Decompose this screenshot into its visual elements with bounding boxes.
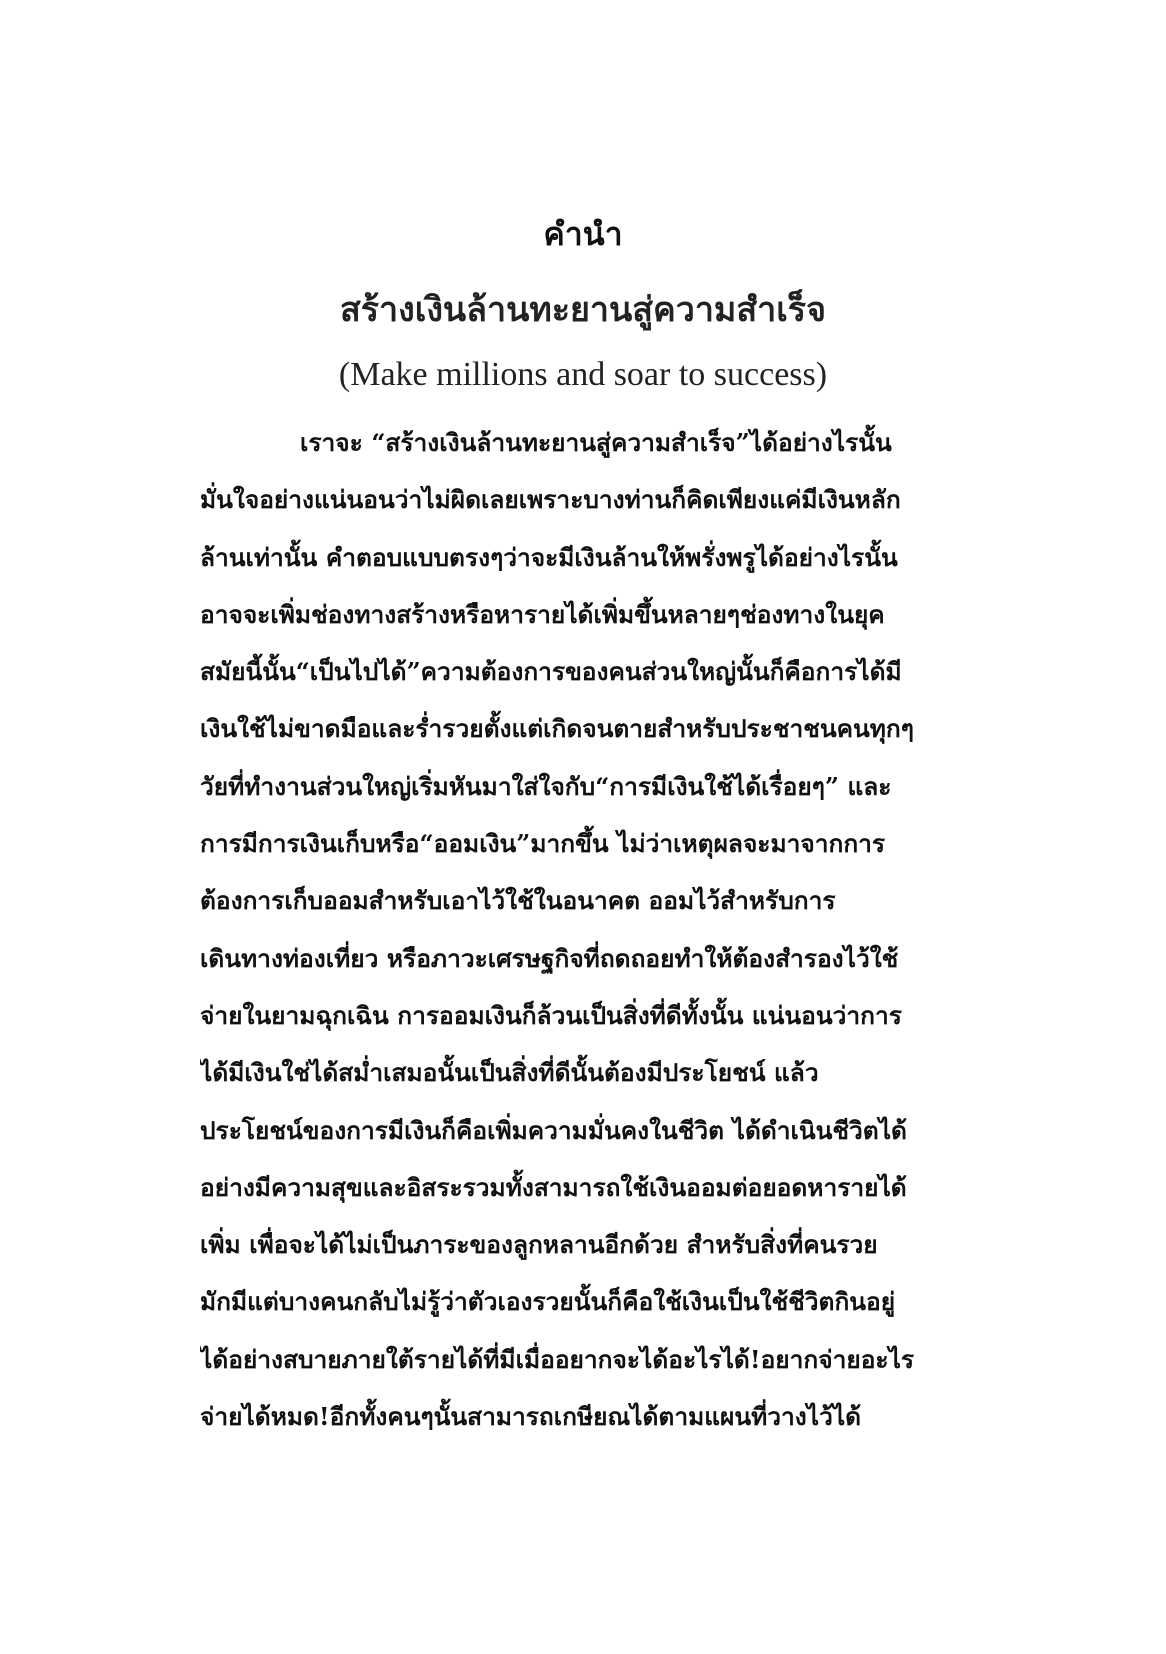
text-line: ได้อย่างสบายภายใต้รายได้ที่มีเมื่ออยากจะได้อะไรได้!อยากจ่ายอะไร [200, 1344, 915, 1374]
text-line: การมีการเงินเก็บหรือ“ออมเงิน”มากขึ้น ไม่ว่าเหตุผลจะมาจากการ [200, 829, 886, 859]
text-line: ได้มีเงินใช่ได้สม่ำเสมอนั้นเป็นสิ่งที่ดีนั้นต้องมีประโยชน์ แล้ว [200, 1058, 819, 1088]
text-line: มักมีแต่บางคนกลับไม่รู้ว่าตัวเองรวยนั้นก็คือใช้เงินเป็นใช้ชีวิตกินอยู่ [200, 1287, 896, 1317]
text-line: วัยที่ทำงานส่วนใหญ่เริ่มหันมาใส่ใจกับ“การมีเงินใช้ได้เรื่อยๆ” และ [200, 771, 892, 801]
text-line: ล้านเท่านั้น คำตอบแบบตรงๆว่าจะมีเงินล้านให้พรั่งพรูได้อย่างไรนั้น [200, 542, 898, 572]
english-subtitle: (Make millions and soar to success) [338, 356, 828, 393]
text-line: สมัยนี้นั้น“เป็นไปได้”ความต้องการของคนส่วนใหญ่นั้นก็คือการได้มี [200, 657, 902, 687]
text-line: เพิ่ม เพื่อจะได้ไม่เป็นภาระของลูกหลานอีกด้วย สำหรับสิ่งที่คนรวย [200, 1230, 878, 1260]
text-line: เราจะ “สร้างเงินล้านทะยานสู่ความสำเร็จ”ได้อย่างไรนั้น [300, 428, 892, 457]
text-line: เงินใช้ไม่ขาดมือและร่ำรวยตั้งแต่เกิดจนตายสำหรับประชาชนคนทุกๆ [200, 714, 914, 744]
text-line: อย่างมีความสุขและอิสระรวมทั้งสามารถใช้เงินออมต่อยอดหารายได้ [200, 1172, 907, 1202]
text-line: จ่ายในยามฉุกเฉิน การออมเงินก็ล้วนเป็นสิ่งที่ดีทั้งนั้น แน่นอนว่าการ [200, 1000, 902, 1030]
book-subtitle: สร้างเงินล้านทะยานสู่ความสำเร็จ [339, 290, 826, 330]
text-line: อาจจะเพิ่มช่องทางสร้างหรือหารายได้เพิ่มขึ้นหลายๆช่องทางในยุค [200, 599, 885, 629]
body-paragraph [200, 414, 960, 1445]
page-title: คำนำ [543, 215, 623, 253]
text-line: ประโยชน์ของการมีเงินก็คือเพิ่มความมั่นคงในชีวิต ได้ดำเนินชีวิตได้ [200, 1115, 907, 1145]
text-line: เดินทางท่องเที่ยว หรือภาวะเศรษฐกิจที่ถดถอยทำให้ต้องสำรองไว้ใช้ [200, 943, 899, 973]
text-line: มั่นใจอย่างแน่นอนว่าไม่ผิดเลยเพราะบางท่านก็คิดเพียงแค่มีเงินหลัก [200, 485, 901, 515]
text-line: ต้องการเก็บออมสำหรับเอาไว้ใช้ในอนาคต ออมไว้สำหรับการ [200, 886, 836, 916]
text-line: จ่ายได้หมด!อีกทั้งคนๆนั้นสามารถเกษียณได้ตามแผนที่วางไว้ได้ [200, 1402, 862, 1432]
